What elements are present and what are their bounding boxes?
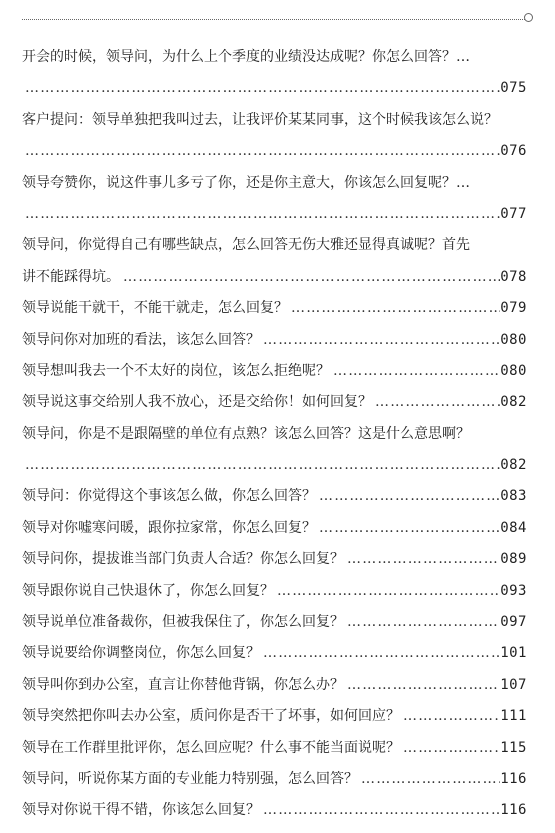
toc-entry-title-line — [22, 42, 527, 73]
toc-entry[interactable] — [22, 764, 527, 795]
toc-entry-page-line — [22, 73, 527, 104]
toc-page-number: 080 — [500, 362, 527, 379]
dot-leader — [274, 576, 500, 607]
toc-entry-title: 领导对你说干得不错，你该怎么回复？ — [22, 802, 260, 819]
toc-entry-title: 讲不能踩得坑。 — [22, 268, 120, 285]
toc-entry[interactable] — [22, 419, 527, 482]
dot-leader — [260, 795, 500, 826]
toc-page-number: 078 — [500, 268, 527, 285]
dot-leader — [358, 764, 500, 795]
toc-entry-title: 领导叫你到办公室，直言让你替他背锅，你怎么办？ — [22, 676, 344, 693]
toc-entry[interactable] — [22, 513, 527, 544]
toc-entry[interactable] — [22, 701, 527, 732]
toc-entry[interactable] — [22, 544, 527, 575]
toc-page-number: 097 — [500, 614, 527, 631]
toc-page-number: 082 — [500, 457, 527, 474]
toc-entry-page-line — [22, 701, 527, 732]
toc-entry[interactable] — [22, 387, 527, 418]
toc-page-number: 079 — [500, 300, 527, 317]
toc-page-number: 116 — [500, 770, 527, 787]
dot-leader — [288, 293, 500, 324]
toc-entry-title: 领导想叫我去一个不太好的岗位，该怎么拒绝呢？ — [22, 362, 330, 379]
toc-page-number: 116 — [500, 802, 527, 819]
toc-entry-page-line — [22, 607, 527, 638]
toc-entry[interactable] — [22, 576, 527, 607]
toc-entry-title: 领导问你，提拔谁当部门负责人合适？你怎么回复？ — [22, 551, 344, 568]
toc-entry[interactable] — [22, 230, 527, 293]
toc-page-number: 080 — [500, 331, 527, 348]
toc-entry-title: 领导问：你觉得这个事该怎么做，你怎么回答？ — [22, 488, 316, 505]
toc-entry[interactable] — [22, 795, 527, 826]
toc-entry-page-line — [22, 513, 527, 544]
toc-entry-title: 领导问，你是不是跟隔壁的单位有点熟？该怎么回答？这是什么意思啊？ — [22, 425, 470, 442]
toc-entry-title: 领导说能干就干，不能干就走，怎么回复？ — [22, 300, 288, 317]
toc-entry-title: 领导说单位准备裁你，但被我保住了，你怎么回复？ — [22, 614, 344, 631]
toc-entry[interactable] — [22, 105, 527, 168]
top-dotted-rule — [22, 19, 525, 20]
toc-entry[interactable] — [22, 293, 527, 324]
dot-leader — [400, 733, 500, 764]
toc-entry-page-line — [22, 544, 527, 575]
toc-entry-title-line — [22, 419, 527, 450]
dot-leader — [260, 638, 500, 669]
toc-entry-title: 领导问，你觉得自己有哪些缺点，怎么回答无伤大雅还显得真诚呢？首先 — [22, 237, 470, 254]
toc-page-number: 077 — [500, 205, 527, 222]
toc-entry-page-line — [22, 481, 527, 512]
toc-entry-title: 开会的时候，领导问，为什么上个季度的业绩没达成呢？你怎么回答？… — [22, 49, 470, 65]
toc-entry-page-line — [22, 576, 527, 607]
toc-entry[interactable] — [22, 325, 527, 356]
toc-entry[interactable] — [22, 607, 527, 638]
toc-entry-page-line — [22, 733, 527, 764]
toc-entry-page-line — [22, 356, 527, 387]
toc-entry-page-line — [22, 670, 527, 701]
toc-entry-page-line — [22, 199, 527, 230]
toc-entry-page-line — [22, 764, 527, 795]
dot-leader — [22, 73, 500, 104]
dot-leader — [372, 387, 500, 418]
dot-leader — [344, 544, 500, 575]
toc-page-number: 111 — [500, 708, 527, 725]
toc-entry-title-line — [22, 105, 527, 136]
toc-entry-title-line — [22, 230, 527, 261]
toc-entry-title: 领导夸赞你，说这件事儿多亏了你，还是你主意大，你该怎么回复呢？… — [22, 174, 470, 191]
toc-page-number: 084 — [500, 519, 527, 536]
dot-leader — [400, 701, 500, 732]
toc-entry[interactable] — [22, 42, 527, 105]
toc-entry-page-line — [22, 293, 527, 324]
toc-entry-page-line — [22, 450, 527, 481]
toc-entry-page-line — [22, 638, 527, 669]
toc-entry[interactable] — [22, 481, 527, 512]
toc-entry-title: 领导说这事交给别人我不放心，还是交给你！如何回复？ — [22, 394, 372, 411]
dot-leader — [120, 262, 500, 293]
toc-page-number: 101 — [500, 645, 527, 662]
toc-entry-page-line — [22, 136, 527, 167]
toc-page-number: 093 — [500, 582, 527, 599]
dot-leader — [316, 513, 500, 544]
toc-entry-title: 领导对你嘘寒问暖，跟你拉家常，你怎么回复？ — [22, 519, 316, 536]
toc-entry-title-line — [22, 168, 527, 199]
toc-entry-page-line — [22, 262, 527, 293]
toc-entry-page-line — [22, 387, 527, 418]
toc-entry-title: 领导问你对加班的看法，该怎么回答？ — [22, 331, 260, 348]
toc-entry-title: 领导突然把你叫去办公室，质问你是否干了坏事，如何回应？ — [22, 708, 400, 725]
toc-entry-title: 领导说要给你调整岗位，你怎么回复？ — [22, 645, 260, 662]
table-of-contents — [22, 42, 527, 827]
toc-page-number: 107 — [500, 676, 527, 693]
toc-page-number: 075 — [500, 80, 527, 97]
toc-entry-title: 领导问，听说你某方面的专业能力特别强，怎么回答？ — [22, 770, 358, 787]
toc-page-number: 115 — [500, 739, 527, 756]
toc-page-number: 083 — [500, 488, 527, 505]
toc-entry-title: 客户提问：领导单独把我叫过去，让我评价某某同事，这个时候我该怎么说？ — [22, 111, 498, 128]
dot-leader — [22, 136, 500, 167]
dot-leader — [22, 199, 500, 230]
toc-entry-title: 领导跟你说自己快退休了，你怎么回复？ — [22, 582, 274, 599]
toc-entry-page-line — [22, 325, 527, 356]
dot-leader — [22, 450, 500, 481]
toc-entry[interactable] — [22, 670, 527, 701]
toc-page-number: 082 — [500, 394, 527, 411]
toc-entry-title: 领导在工作群里批评你，怎么回应呢？什么事不能当面说呢？ — [22, 739, 400, 756]
toc-entry[interactable] — [22, 733, 527, 764]
toc-entry[interactable] — [22, 168, 527, 231]
dot-leader — [316, 481, 500, 512]
rule-end-circle-icon — [524, 13, 533, 22]
dot-leader — [260, 325, 500, 356]
toc-entry[interactable] — [22, 356, 527, 387]
toc-page-number: 076 — [500, 143, 527, 160]
toc-entry[interactable] — [22, 638, 527, 669]
toc-entry-page-line — [22, 795, 527, 826]
dot-leader — [344, 670, 500, 701]
toc-page-number: 089 — [500, 551, 527, 568]
dot-leader — [344, 607, 500, 638]
dot-leader — [330, 356, 500, 387]
